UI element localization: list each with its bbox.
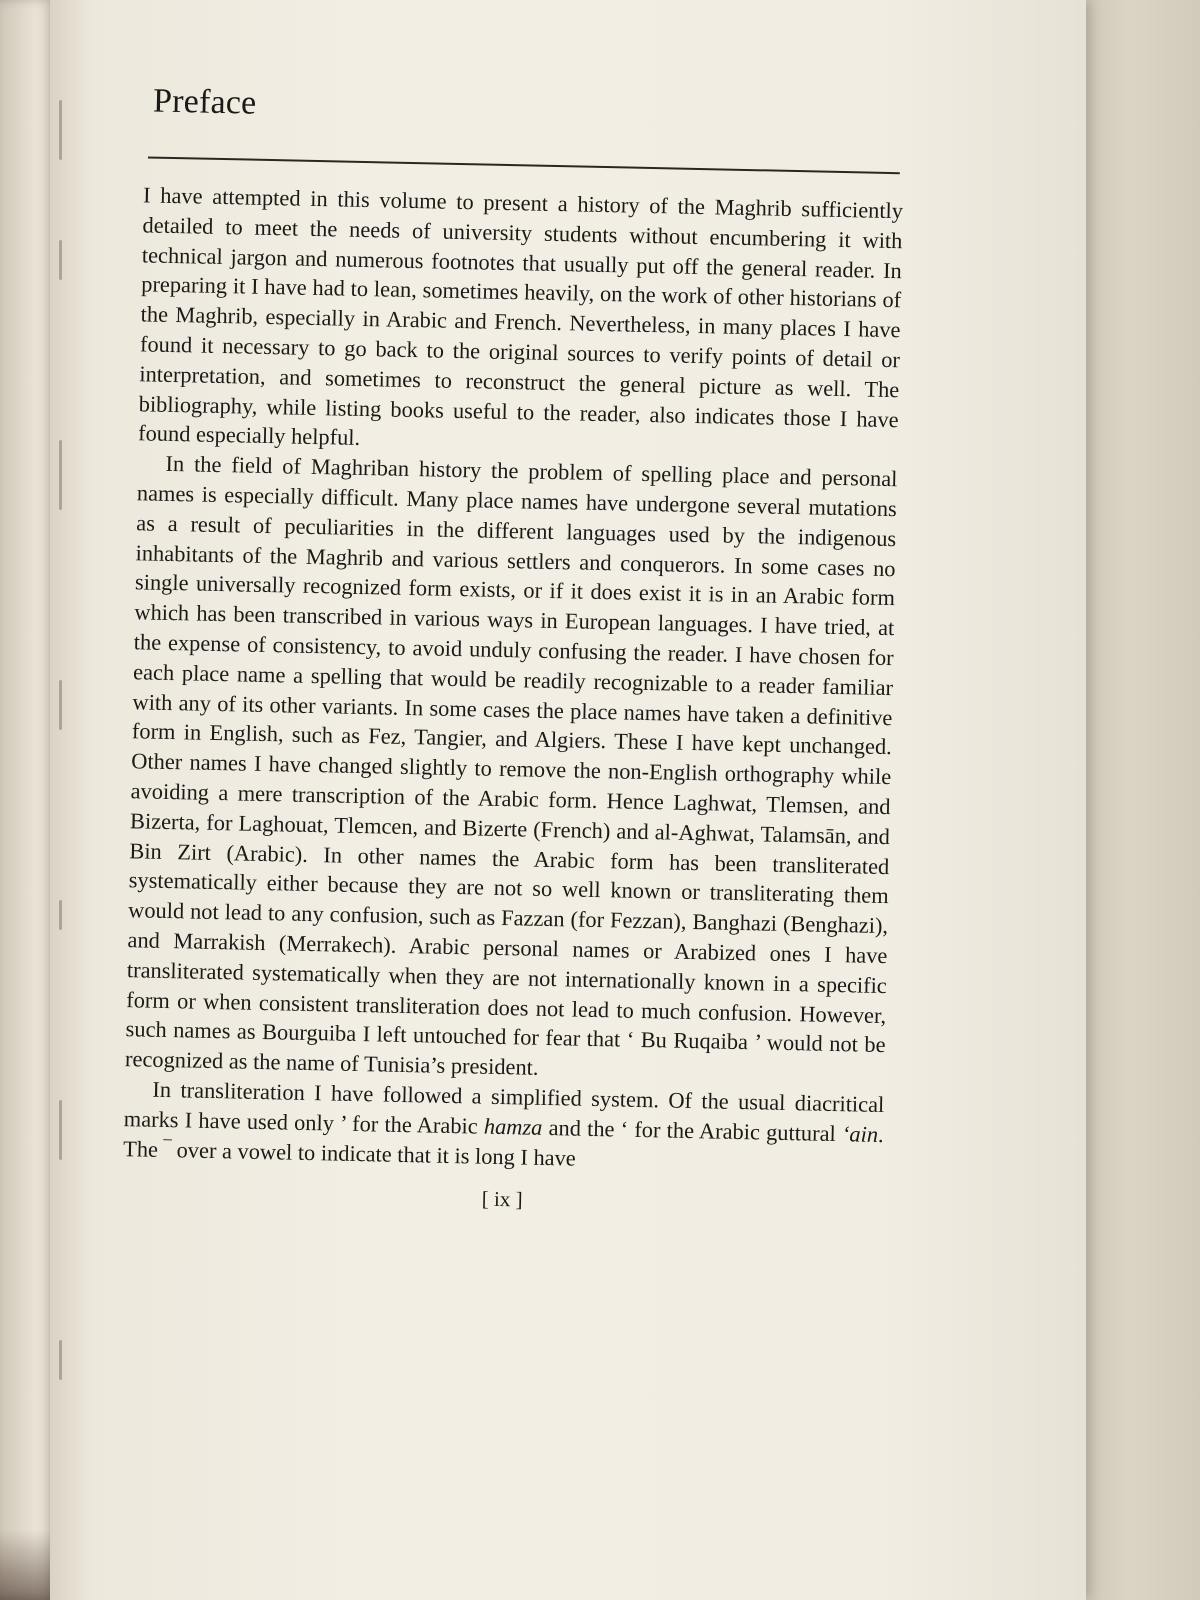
title-rule xyxy=(148,156,900,174)
binding-marks xyxy=(56,80,66,1520)
page-number: [ ix ] xyxy=(481,1186,523,1212)
paragraph-1: I have attempted in this volume to present a history of the Maghrib sufficiently detailed to meet the needs of university students without encumbering it with technical jargon and numerous footnotes that usually put off the general reader. In preparing it I have had to lean, sometimes heavily, on the work of other historians of the Maghrib, especially in Arabic and French. Nevertheless, in many places I have found it necessary to go back to the original sources to verify points of detail or interpretation, and sometimes to reconstruct the general picture as well. The bibliography, while listing books useful to the reader, also indicates those I have found especially helpful. xyxy=(137,182,904,451)
hamza-term: hamza xyxy=(483,1113,543,1140)
paragraph-3 xyxy=(123,1074,885,1179)
paragraph-3-part-2: and the ‘ for the Arabic guttural xyxy=(542,1114,843,1146)
body-text xyxy=(123,180,903,1179)
paragraph-3-part-1: In transliteration I have followed a simplified system. Of the usual diacritical marks I have used only ’ for the Arabic xyxy=(123,1076,885,1139)
paragraph-2: In the field of Maghriban history the problem of spelling place and personal names is especially difficult. Many place names have undergone several mutations as a result of peculiarities in the different languages used by the indigenous inhabitants of the Maghrib and various settlers and conquerors. In some cases no single universally recognized form exists, or if it does exist it is in an Arabic form which has been transcribed in various ways in European languages. I have tried, at the expense of consistency, to avoid unduly confusing the reader. I have chosen for each place name a spelling that would be readily recognizable to a reader familiar with any of its other variants. In some cases the place names have taken a definitive form in English, such as Fez, Tangier, and Algiers. These I have kept unchanged. Other names I have changed slightly to remove the non-English orthography while avoiding a mere transcription of the Arabic form. Hence Laghwat, Tlemsen, and Bizerta, for Laghouat, Tlemcen, and Bizerte (French) and al-Aghwat, Talamsān, and Bin Zirt (Arabic). In other names the Arabic form has been transliterated systematically either because they are not so well known or transliterating them would not lead to any confusion, such as Fazzan (for Fezzan), Banghazi (Benghazi), and Marrakish (Merrakech). Arabic personal names or Arabized ones I have transliterated systematically when they are not internationally known in a specific form or when consistent transliteration does not lead to much confusion. However, such names as Bourguiba I left untouched for fear that ‘ Bu Ruqaiba ’ would not be recognized as the name of Tunisia’s president. xyxy=(124,451,898,1080)
ain-term: ‘ain xyxy=(841,1120,879,1147)
corner-shadow xyxy=(0,1530,50,1600)
page-content xyxy=(104,60,928,1221)
page-stack-edge xyxy=(1084,0,1200,1600)
page-title: Preface xyxy=(152,82,257,122)
paragraph-3-part-3: . The ‾ over a vowel to indicate that it is long I have xyxy=(122,1121,884,1171)
